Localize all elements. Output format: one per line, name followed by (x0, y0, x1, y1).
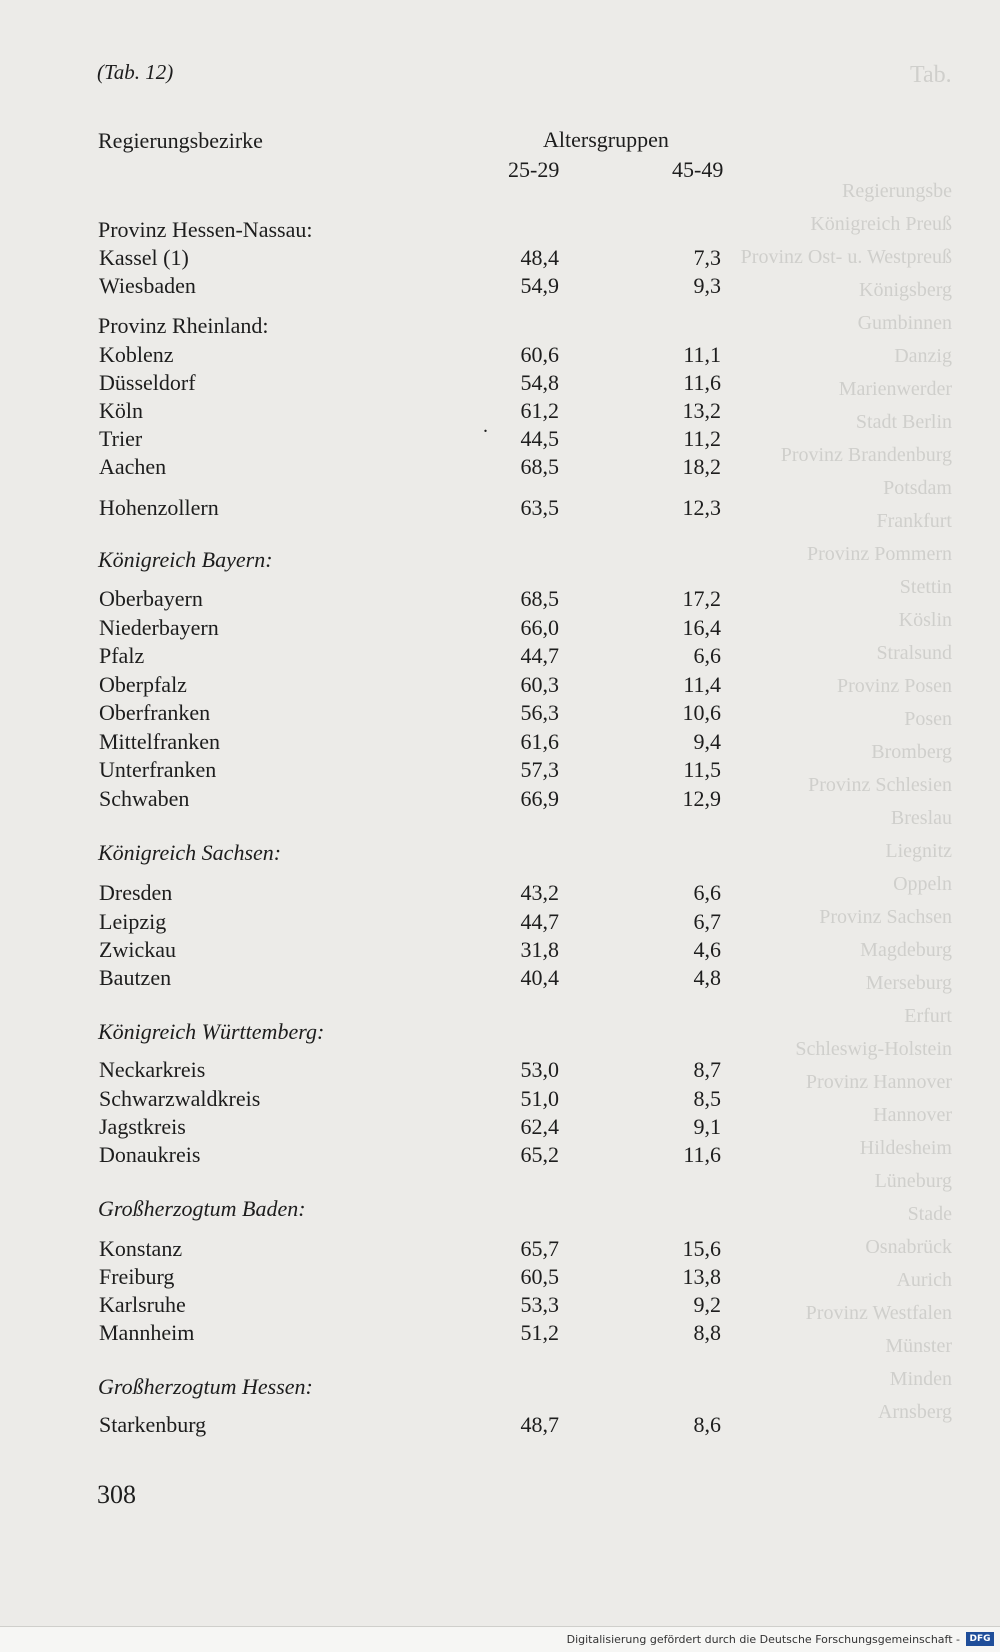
show-through-line: Breslau (890, 807, 952, 829)
value-45-49: 8,5 (693, 1086, 721, 1111)
table-row (0, 700, 1000, 728)
group-title: Königreich Württemberg: (98, 1019, 325, 1044)
value-45-49: 9,2 (693, 1292, 721, 1317)
table-row (0, 937, 1000, 965)
show-through-line: Marienwerder (838, 378, 952, 400)
show-through-line: Provinz Westfalen (805, 1302, 952, 1324)
value-25-29: 53,3 (520, 1292, 559, 1317)
show-through-line: Königsberg (859, 279, 952, 301)
region-name: Wiesbaden (99, 273, 196, 298)
show-through-line: Osnabrück (865, 1236, 952, 1258)
show-through-line: Posen (904, 708, 952, 730)
show-through-line: Gumbinnen (857, 312, 952, 334)
show-through-line: Minden (889, 1368, 952, 1390)
value-25-29: 48,7 (520, 1412, 559, 1437)
value-45-49: 12,3 (682, 495, 721, 520)
table-row (0, 1292, 1000, 1320)
table-row (0, 757, 1000, 785)
value-25-29: 65,7 (520, 1236, 559, 1261)
value-25-29: 53,0 (520, 1057, 559, 1082)
value-25-29: 60,6 (520, 342, 559, 367)
value-45-49: 16,4 (682, 615, 721, 640)
table-row (0, 342, 1000, 370)
show-through-line: Provinz Posen (837, 675, 952, 697)
value-25-29: 51,0 (520, 1086, 559, 1111)
table-row (0, 426, 1000, 454)
show-through-line: Stralsund (876, 642, 952, 664)
region-name: Mannheim (99, 1320, 195, 1345)
value-45-49: 13,8 (682, 1264, 721, 1289)
table-row (0, 909, 1000, 937)
value-45-49: 7,3 (693, 245, 721, 270)
table-caption: (Tab. 12) (97, 60, 174, 84)
region-name: Unterfranken (99, 757, 217, 782)
region-name: Schwarzwaldkreis (99, 1086, 261, 1111)
value-25-29: 61,6 (520, 729, 559, 754)
table-row (0, 1114, 1000, 1142)
dfg-logo: DFG (966, 1632, 994, 1646)
region-name: Jagstkreis (99, 1114, 186, 1139)
show-through-line: Lüneburg (874, 1170, 952, 1192)
value-25-29: 65,2 (520, 1142, 559, 1167)
region-name: Oberfranken (99, 700, 211, 725)
group-title: Provinz Hessen-Nassau: (98, 217, 313, 242)
region-name: Karlsruhe (99, 1292, 186, 1317)
table-row (0, 370, 1000, 398)
value-25-29: 51,2 (520, 1320, 559, 1345)
table-row (0, 1057, 1000, 1085)
value-45-49: 13,2 (682, 398, 721, 423)
show-through-line: Stettin (899, 576, 952, 598)
group-title: Großherzogtum Baden: (98, 1196, 306, 1221)
value-45-49: 4,6 (693, 937, 721, 962)
show-through-line: Magdeburg (860, 939, 952, 961)
show-through-line: Provinz Ost- u. Westpreuß (740, 246, 952, 268)
value-25-29: 68,5 (520, 586, 559, 611)
value-25-29: 54,8 (520, 370, 559, 395)
table-row (0, 1086, 1000, 1114)
stray-dot: . (483, 415, 488, 437)
value-25-29: 44,7 (520, 643, 559, 668)
value-25-29: 44,7 (520, 909, 559, 934)
table-row (0, 1264, 1000, 1292)
region-name: Niederbayern (99, 615, 219, 640)
value-45-49: 17,2 (682, 586, 721, 611)
show-through-line: Provinz Brandenburg (780, 444, 952, 466)
value-25-29: 66,0 (520, 615, 559, 640)
region-name: Koblenz (99, 342, 174, 367)
region-name: Bautzen (99, 965, 172, 990)
value-25-29: 56,3 (520, 700, 559, 725)
table-row (0, 398, 1000, 426)
value-45-49: 6,6 (693, 643, 721, 668)
value-45-49: 4,8 (693, 965, 721, 990)
value-25-29: 54,9 (520, 273, 559, 298)
region-name: Donaukreis (99, 1142, 201, 1167)
region-name: Hohenzollern (99, 495, 219, 520)
region-name: Pfalz (99, 643, 145, 668)
group-title: Königreich Sachsen: (98, 840, 282, 865)
show-through-line: Provinz Sachsen (819, 906, 952, 928)
region-name: Neckarkreis (99, 1057, 206, 1082)
region-name: Konstanz (99, 1236, 183, 1261)
value-25-29: 62,4 (520, 1114, 559, 1139)
show-through-line: Hannover (873, 1104, 952, 1126)
table-row (0, 729, 1000, 757)
show-through-line: Arnsberg (877, 1401, 952, 1423)
footer-text: Digitalisierung gefördert durch die Deutsche Forschungsgemeinschaft - (566, 1633, 960, 1646)
show-through-line: Stade (907, 1203, 952, 1225)
region-name: Leipzig (99, 909, 167, 934)
value-25-29: 57,3 (520, 757, 559, 782)
value-45-49: 11,4 (683, 672, 721, 697)
region-name: Kassel (1) (99, 245, 189, 270)
region-name: Schwaben (99, 786, 190, 811)
table-row (0, 880, 1000, 908)
value-45-49: 8,8 (693, 1320, 721, 1345)
table-row (0, 672, 1000, 700)
value-25-29: 60,3 (520, 672, 559, 697)
table-row (0, 245, 1000, 273)
column-header-age-groups: Altersgruppen (543, 127, 669, 152)
show-through-line: Stadt Berlin (855, 411, 952, 433)
value-25-29: 44,5 (520, 426, 559, 451)
show-through-line: Potsdam (883, 477, 952, 499)
value-45-49: 18,2 (682, 454, 721, 479)
show-through-line: Merseburg (865, 972, 952, 994)
value-25-29: 31,8 (520, 937, 559, 962)
region-name: Aachen (99, 454, 167, 479)
show-through-line: Bromberg (871, 741, 952, 763)
region-name: Oberpfalz (99, 672, 187, 697)
show-through-line: Oppeln (893, 873, 952, 895)
value-45-49: 9,1 (693, 1114, 721, 1139)
show-through-title: Tab. (910, 62, 952, 88)
value-25-29: 40,4 (520, 965, 559, 990)
show-through-line: Frankfurt (876, 510, 952, 532)
show-through-line: Provinz Pommern (807, 543, 952, 565)
digitization-footer (0, 1626, 1000, 1652)
region-name: Oberbayern (99, 586, 203, 611)
table-row (0, 965, 1000, 993)
show-through-line: Regierungsbe (842, 180, 952, 202)
column-header-45-49: 45-49 (672, 157, 724, 182)
show-through-line: Königreich Preuß (810, 213, 952, 235)
value-45-49: 11,2 (683, 426, 721, 451)
column-header-region: Regierungsbezirke (98, 128, 263, 153)
group-title: Provinz Rheinland: (98, 313, 269, 338)
page-number: 308 (97, 1480, 136, 1509)
table-row (0, 1236, 1000, 1264)
show-through-line: Erfurt (904, 1005, 952, 1027)
value-45-49: 11,6 (683, 370, 721, 395)
table-row (0, 454, 1000, 482)
value-25-29: 48,4 (520, 245, 559, 270)
region-name: Zwickau (99, 937, 176, 962)
show-through-line: Hildesheim (859, 1137, 952, 1159)
value-45-49: 8,6 (693, 1412, 721, 1437)
value-45-49: 9,3 (693, 273, 721, 298)
region-name: Trier (99, 426, 143, 451)
value-45-49: 11,1 (683, 342, 721, 367)
table-row (0, 615, 1000, 643)
show-through-line: Schleswig-Holstein (795, 1038, 952, 1060)
value-25-29: 60,5 (520, 1264, 559, 1289)
table-row (0, 1320, 1000, 1348)
value-45-49: 15,6 (682, 1236, 721, 1261)
region-name: Dresden (99, 880, 173, 905)
value-25-29: 61,2 (520, 398, 559, 423)
value-25-29: 68,5 (520, 454, 559, 479)
value-25-29: 63,5 (520, 495, 559, 520)
value-45-49: 11,6 (683, 1142, 721, 1167)
show-through-line: Liegnitz (885, 840, 952, 862)
value-25-29: 43,2 (520, 880, 559, 905)
value-45-49: 11,5 (683, 757, 721, 782)
value-45-49: 8,7 (693, 1057, 721, 1082)
value-45-49: 12,9 (682, 786, 721, 811)
show-through-line: Münster (885, 1335, 952, 1357)
table-row (0, 643, 1000, 671)
table-row (0, 586, 1000, 614)
region-name: Köln (99, 398, 143, 423)
show-through-line: Aurich (896, 1269, 952, 1291)
show-through-line: Danzig (894, 345, 952, 367)
group-title: Königreich Bayern: (98, 547, 273, 572)
table-row (0, 786, 1000, 814)
value-25-29: 66,9 (520, 786, 559, 811)
table-row (0, 1412, 1000, 1440)
value-45-49: 6,7 (693, 909, 721, 934)
show-through-line: Provinz Schlesien (808, 774, 952, 796)
table-row (0, 1142, 1000, 1170)
show-through-line: Provinz Hannover (805, 1071, 952, 1093)
show-through-line: Köslin (898, 609, 952, 631)
region-name: Starkenburg (99, 1412, 207, 1437)
region-name: Düsseldorf (99, 370, 196, 395)
value-45-49: 6,6 (693, 880, 721, 905)
region-name: Mittelfranken (99, 729, 220, 754)
table-row (0, 273, 1000, 301)
column-header-25-29: 25-29 (508, 157, 560, 182)
region-name: Freiburg (99, 1264, 175, 1289)
value-45-49: 9,4 (693, 729, 721, 754)
table-row (0, 495, 1000, 523)
value-45-49: 10,6 (682, 700, 721, 725)
group-title: Großherzogtum Hessen: (98, 1374, 313, 1399)
